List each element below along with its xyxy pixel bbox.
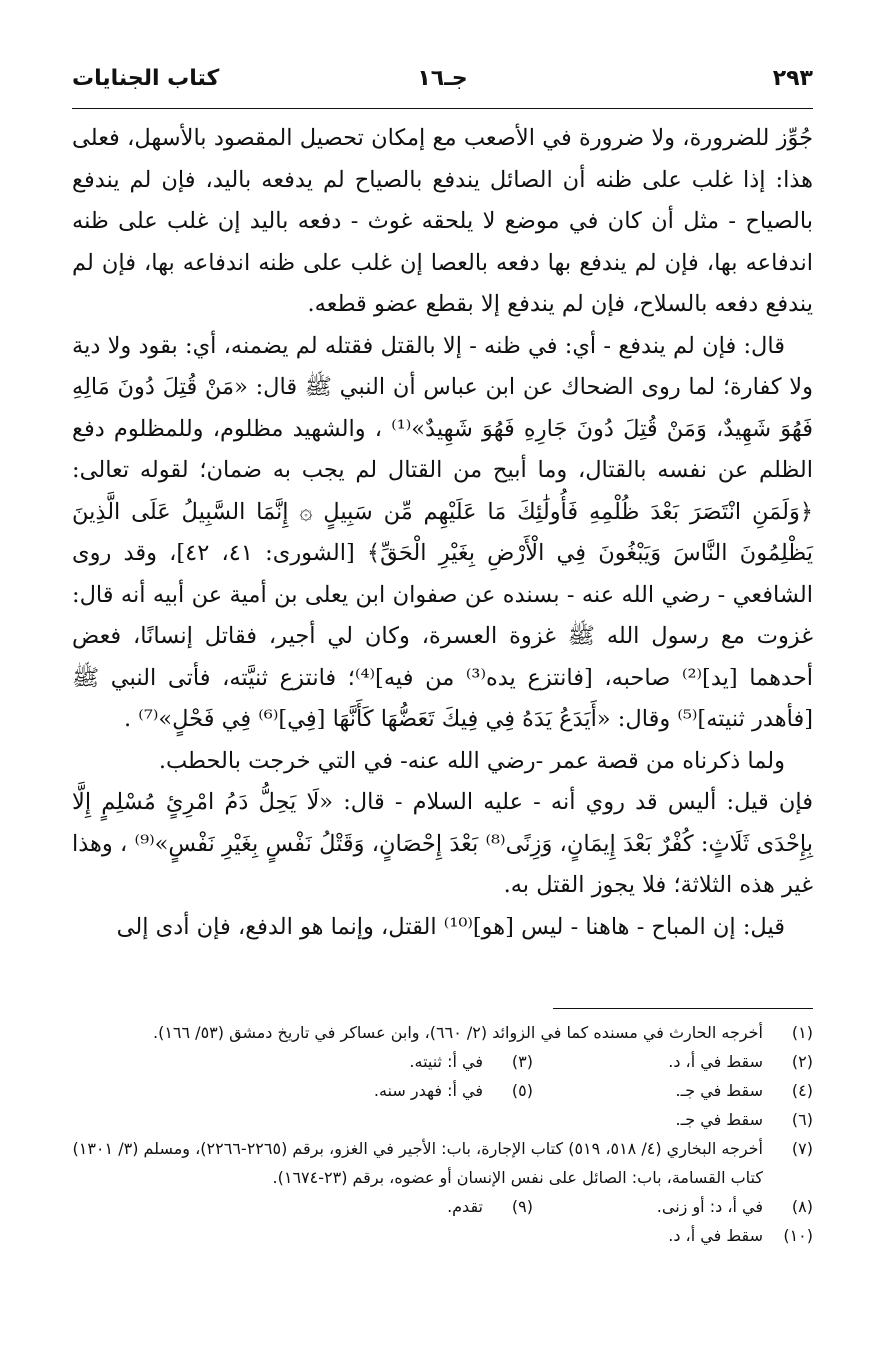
- page-number: ٢٩٣: [772, 66, 813, 91]
- footnote-number: (٧): [791, 1139, 813, 1158]
- footnote-number: (٤): [791, 1081, 813, 1100]
- footnote-text: سقط في أ، د.: [668, 1226, 763, 1245]
- footnote-number: (٢): [791, 1052, 813, 1071]
- footnote: [72, 1221, 813, 1250]
- footnote: [533, 1192, 813, 1221]
- footnote-divider: [553, 1008, 813, 1009]
- paragraph: ولما ذكرناه من قصة عمر -رضي الله عنه- في التي خرجت بالحطب.: [158, 747, 785, 774]
- footnote-row: [72, 1192, 813, 1221]
- footnote: [72, 1134, 813, 1192]
- footnote: [253, 1047, 533, 1076]
- header-divider: [72, 108, 813, 109]
- footnote-number: (٥): [511, 1081, 533, 1100]
- footnote: [533, 1047, 813, 1076]
- page-header: [72, 62, 813, 102]
- paragraph: قيل: إن المباح - هاهنا - ليس [هو]⁽¹⁰⁾ القتل، وإنما هو الدفع، فإن أدى إلى: [116, 913, 785, 940]
- footnote: [253, 1076, 533, 1105]
- footnote-text: سقط في أ، د.: [668, 1052, 763, 1071]
- footnotes: [72, 1018, 813, 1250]
- volume-number: جـ١٦: [417, 66, 468, 91]
- footnote: [72, 1018, 813, 1047]
- paragraph: قال: فإن لم يندفع - أي: في ظنه - إلا بالقتل فقتله لم يضمنه، أي: بقود ولا دية ولا كفارة؛ لما روى الضحاك عن ابن عباس أن النبي ﷺ قال: «مَنْ قُتِلَ دُونَ مَالِهِ فَهُوَ شَهِيدٌ، وَمَنْ قُتِلَ دُونَ جَارِهِ فَهُوَ شَهِيدٌ»⁽¹⁾ ، والشهيد مظلوم، وللمظلوم دفع الظلم عن نفسه بالقتال، وما أبيح من القتال لم يجب به ضمان؛ لقوله تعالى: ﴿وَلَمَنِ انْتَصَرَ بَعْدَ ظُلْمِهِ فَأُولَٰئِكَ مَا عَلَيْهِم مِّن سَبِيلٍ ۞ إِنَّمَا السَّبِيلُ عَلَى الَّذِينَ يَظْلِمُونَ النَّاسَ وَيَبْغُونَ فِي الْأَرْضِ بِغَيْرِ الْحَقِّ﴾ [الشورى: ٤١، ٤٢]، وقد روى الشافعي - رضي الله عنه - بسنده عن صفوان ابن يعلى بن أمية عن أبيه أنه قال: غزوت مع رسول الله ﷺ غزوة العسرة، وكان لي أجير، فقاتل إنسانًا، فعض أحدهما [يد]⁽²⁾ صاحبه، [فانتزع يده⁽³⁾ من فيه]⁽⁴⁾؛ فانتزع ثنيَّته، فأتى النبي ﷺ [فأهدر ثنيته]⁽⁵⁾ وقال: «أَيَدَعُ يَدَهُ فِي فِيكَ تَعَضُّهَا كَأَنَّهَا [فِي]⁽⁶⁾ فِي فَحْلٍ»⁽⁷⁾ .: [72, 332, 813, 732]
- footnote: [533, 1076, 813, 1105]
- footnote-row: [72, 1047, 813, 1076]
- book-title: كتاب الجنايات: [72, 66, 220, 91]
- footnote-row: [72, 1076, 813, 1105]
- footnote-number: (١): [791, 1023, 813, 1042]
- footnote-number: (٩): [511, 1197, 533, 1216]
- footnote-text: سقط في جـ.: [675, 1081, 763, 1100]
- footnote-text: تقدم.: [447, 1197, 483, 1216]
- footnote: [72, 1105, 813, 1134]
- footnote-text: أخرجه الحارث في مسنده كما في الزوائد (٢/ ٦٦٠)، وابن عساكر في تاريخ دمشق (٥٣/ ١٦٦).: [152, 1023, 763, 1042]
- footnote-text: أخرجه البخاري (٤/ ٥١٨، ٥١٩) كتاب الإجارة، باب: الأجير في الغزو، برقم (٢٢٦٥-٢٢٦٦)، ومسلم (٣/ ١٣٠١) كتاب القسامة، باب: الصائل على نفس الإنسان أو عضوه، برقم (٢٣-١٦٧٤).: [72, 1139, 763, 1187]
- footnote-text: في أ: ثنيته.: [409, 1052, 483, 1071]
- footnote-number: (١٠): [783, 1226, 813, 1245]
- paragraph: جُوِّز للضرورة، ولا ضرورة في الأصعب مع إمكان تحصيل المقصود بالأسهل، فعلى هذا: إذا غلب على ظنه أن الصائل يندفع بالصياح لم يدفعه باليد، فإن لم يندفع بالصياح - مثل أن كان في موضع لا يلحقه غوث - دفعه باليد إن غلب على ظنه اندفاعه بها، فإن لم يندفع بها دفعه بالعصا إن غلب على ظنه اندفاعه بها، فإن لم يندفع دفعه بالسلاح، فإن لم يندفع إلا بقطع عضو قطعه.: [72, 125, 813, 317]
- footnote: [253, 1192, 533, 1221]
- footnote-number: (٨): [791, 1197, 813, 1216]
- footnote-text: في أ: فهدر سنه.: [373, 1081, 483, 1100]
- footnote-text: سقط في جـ.: [675, 1110, 763, 1129]
- footnote-text: في أ، د: أو زنى.: [656, 1197, 763, 1216]
- footnote-number: (٦): [791, 1110, 813, 1129]
- footnote-number: (٣): [511, 1052, 533, 1071]
- paragraph: فإن قيل: أليس قد روي أنه - عليه السلام - قال: «لَا يَحِلُّ دَمُ امْرِئٍ مُسْلِمٍ إِلَّا بِإِحْدَى ثَلَاثٍ: كُفْرٌ بَعْدَ إِيمَانٍ، وَزِنًى⁽⁸⁾ بَعْدَ إِحْصَانٍ، وَقَتْلُ نَفْسٍ بِغَيْرِ نَفْسٍ»⁽⁹⁾ ، وهذا غير هذه الثلاثة؛ فلا يجوز القتل به.: [72, 789, 814, 898]
- main-text: [72, 118, 813, 948]
